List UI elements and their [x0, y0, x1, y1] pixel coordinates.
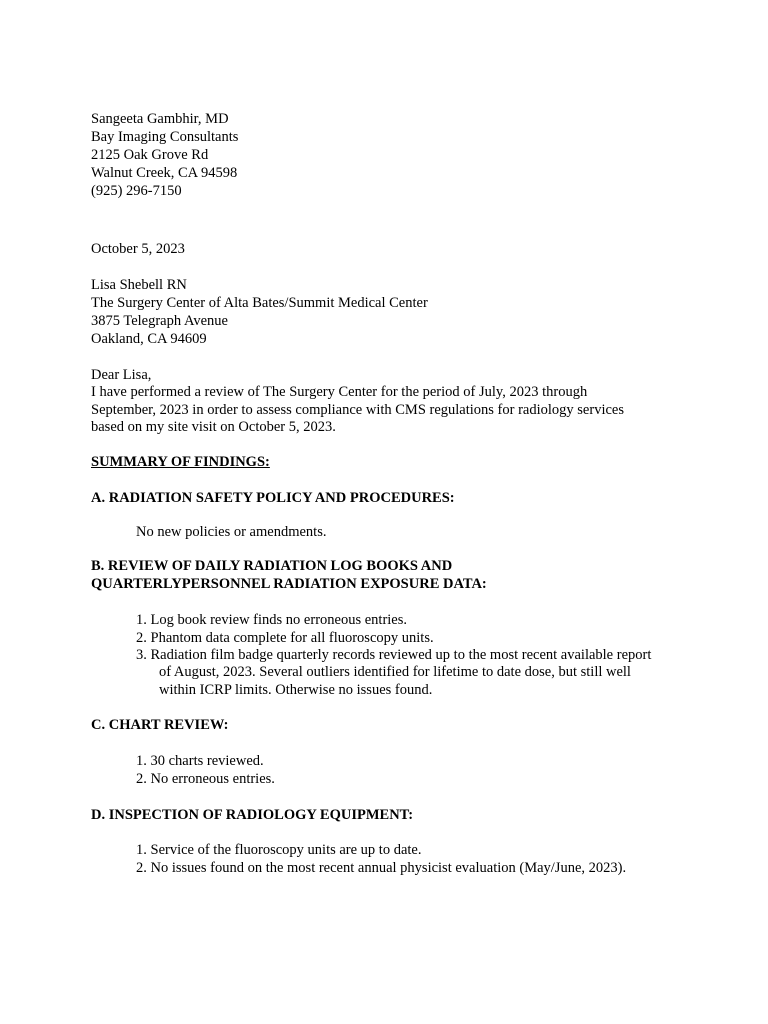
recipient-organization: The Surgery Center of Alta Bates/Summit Medical Center — [91, 295, 428, 311]
sender-phone: (925) 296-7150 — [91, 183, 182, 199]
sender-name: Sangeeta Gambhir, MD — [91, 111, 229, 127]
recipient-name: Lisa Shebell RN — [91, 277, 187, 293]
section-b-item-2: 2. Phantom data complete for all fluoroscopy units. — [136, 630, 434, 646]
recipient-street: 3875 Telegraph Avenue — [91, 313, 228, 329]
section-a-text: No new policies or amendments. — [136, 524, 327, 540]
section-d-item-2: 2. No issues found on the most recent annual physicist evaluation (May/June, 2023). — [136, 860, 627, 876]
section-c-item-2: 2. No erroneous entries. — [136, 771, 275, 787]
section-c-item-1: 1. 30 charts reviewed. — [136, 753, 264, 769]
section-c-heading: C. CHART REVIEW: — [91, 717, 229, 733]
intro-line-3: based on my site visit on October 5, 2023. — [91, 419, 336, 435]
section-b-heading-line-2: QUARTERLYPERSONNEL RADIATION EXPOSURE DATA: — [91, 576, 487, 592]
sender-city: Walnut Creek, CA 94598 — [91, 165, 238, 181]
section-b-heading-line-1: B. REVIEW OF DAILY RADIATION LOG BOOKS AND — [91, 558, 453, 574]
section-d-item-1: 1. Service of the fluoroscopy units are up to date. — [136, 842, 422, 858]
section-a-heading: A. RADIATION SAFETY POLICY AND PROCEDURES: — [91, 490, 455, 506]
sender-organization: Bay Imaging Consultants — [91, 129, 239, 145]
section-b-item-3-line-2: of August, 2023. Several outliers identified for lifetime to date dose, but still well — [159, 664, 631, 680]
intro-line-1: I have performed a review of The Surgery Center for the period of July, 2023 through — [91, 384, 588, 400]
sender-street: 2125 Oak Grove Rd — [91, 147, 209, 163]
salutation: Dear Lisa, — [91, 367, 152, 383]
letter-date: October 5, 2023 — [91, 241, 185, 257]
section-b-item-3-line-1: 3. Radiation film badge quarterly records reviewed up to the most recent available report — [136, 647, 652, 663]
recipient-city: Oakland, CA 94609 — [91, 331, 207, 347]
section-b-item-1: 1. Log book review finds no erroneous entries. — [136, 612, 408, 628]
section-d-heading: D. INSPECTION OF RADIOLOGY EQUIPMENT: — [91, 807, 414, 823]
section-b-item-3-line-3: within ICRP limits. Otherwise no issues found. — [159, 682, 433, 698]
summary-heading: SUMMARY OF FINDINGS: — [91, 454, 270, 470]
intro-line-2: September, 2023 in order to assess compliance with CMS regulations for radiology services — [91, 402, 624, 418]
